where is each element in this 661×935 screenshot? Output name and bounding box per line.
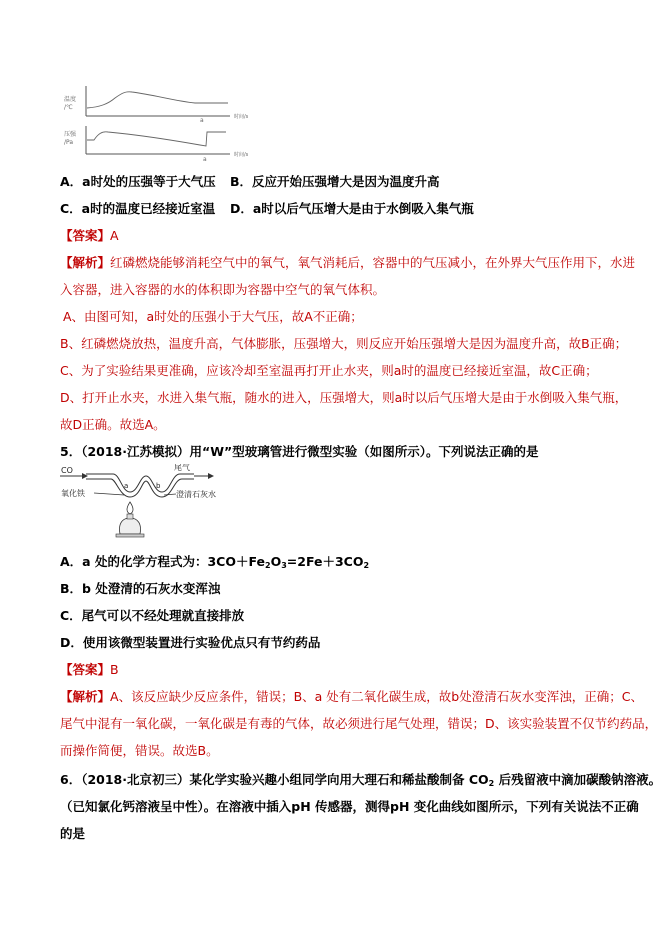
iron-oxide-label: 氧化铁	[61, 489, 85, 498]
lamp-flame	[127, 502, 133, 514]
q4-option-c: C．a时的温度已经接近室温	[60, 201, 216, 216]
q5-answer	[60, 662, 119, 678]
oxide-pointer	[94, 493, 124, 495]
q4-analysis-line-7: 故D正确。故选A。	[60, 417, 166, 432]
answer-value: B	[110, 662, 119, 677]
co-label: CO	[61, 466, 73, 475]
top-marker-a: a	[200, 117, 204, 124]
q6-stem-line-3: 的是	[60, 826, 86, 841]
q5-option-b: B．b 处澄清的石灰水变浑浊	[60, 581, 221, 596]
answer-tag: 【答案】	[60, 228, 111, 243]
tail-gas-label: 尾气	[174, 464, 190, 472]
bottom-marker-a: a	[203, 156, 207, 163]
q4-answer	[60, 228, 119, 244]
q6-stem-line-2: （已知氯化钙溶液呈中性）。在溶液中插入pH 传感器，测得pH 变化曲线如图所示，下列有关说法不正确	[60, 799, 639, 814]
temperature-pressure-graph	[60, 82, 260, 164]
top-x-label: 时间/s	[234, 114, 249, 120]
q4-analysis-line-3: A、由图可知，a时处的压强小于大气压，故A不正确；	[63, 309, 363, 324]
q5-option-c: C．尾气可以不经处理就直接排放	[60, 608, 245, 623]
pressure-curve	[87, 132, 226, 146]
q4-analysis-line-1: 【解析】红磷燃烧能够消耗空气中的氧气，氧气消耗后，容器中的气压减小，在外界大气压作用下，水进	[60, 255, 636, 270]
label-b: b	[156, 482, 161, 490]
q4-option-a: A．a时处的压强等于大气压	[60, 174, 216, 189]
q6-stem-line-1: 6．（2018·北京初三）某化学实验兴趣小组同学向用大理石和稀盐酸制备 $CO_2$ 后残留液中滴加碳酸钠溶液。	[60, 772, 661, 788]
label-a: a	[124, 482, 129, 490]
answer-value: A	[110, 228, 119, 243]
q5-stem: 5．（2018·江苏模拟）用“W”型玻璃管进行微型实验（如图所示）。下列说法正确的是	[60, 444, 539, 459]
answer-tag: 【答案】	[60, 662, 111, 677]
q4-analysis-line-2: 入容器，进入容器的水的体积即为容器中空气的氧气体积。	[60, 282, 386, 297]
temperature-curve	[87, 92, 228, 108]
analysis-tag: 【解析】	[60, 255, 111, 270]
q5-option-a: A．a 处的化学方程式为：$3CO+Fe_2O_3=2Fe+3CO_2$	[60, 554, 370, 570]
lamp-neck	[127, 514, 133, 519]
q4-option-b: B．反应开始压强增大是因为温度升高	[230, 174, 440, 189]
q5-option-d: D．使用该微型装置进行实验优点只有节约药品	[60, 635, 321, 650]
q5-analysis-line-2: 尾气中混有一氧化碳，一氧化碳是有毒的气体，故必须进行尾气处理，错误；D、该实验装置不仅节约药品，	[60, 716, 658, 731]
w-tube-diagram	[58, 464, 228, 546]
limewater-pointer	[164, 494, 176, 495]
q4-analysis-line-6: D、打开止水夹，水进入集气瓶，随水的进入，压强增大，则a时以后气压增大是由于水倒吸入集气瓶，	[60, 390, 628, 405]
q5-analysis-line-1: 【解析】A、该反应缺少反应条件，错误；B、a 处有二氧化碳生成，故b处澄清石灰水变浑浊，正确；C、	[60, 689, 643, 704]
q4-analysis-line-4: B、红磷燃烧放热，温度升高，气体膨胀，压强增大，则反应开始压强增大是因为温度升高，故B正确；	[60, 336, 628, 351]
q4-analysis-line-5: C、为了实验结果更准确，应该冷却至室温再打开止水夹，则a时的温度已经接近室温，故C正确；	[60, 363, 598, 378]
bottom-y-label-2: /Pa	[64, 139, 74, 146]
bottom-x-label: 时间/s	[234, 152, 249, 158]
tail-arrow-head	[208, 473, 214, 479]
top-y-label-2: /℃	[64, 104, 73, 111]
q5-analysis-line-3: 而操作简便，错误。故选B。	[60, 743, 219, 758]
q4-option-d: D．a时以后气压增大是由于水倒吸入集气瓶	[230, 201, 474, 216]
analysis-tag: 【解析】	[60, 689, 111, 704]
top-y-label-1: 温度	[64, 96, 77, 103]
lamp-base	[116, 534, 144, 537]
limewater-label: 澄清石灰水	[176, 490, 216, 499]
bottom-y-label-1: 压强	[64, 131, 77, 138]
lamp-body	[119, 518, 140, 534]
